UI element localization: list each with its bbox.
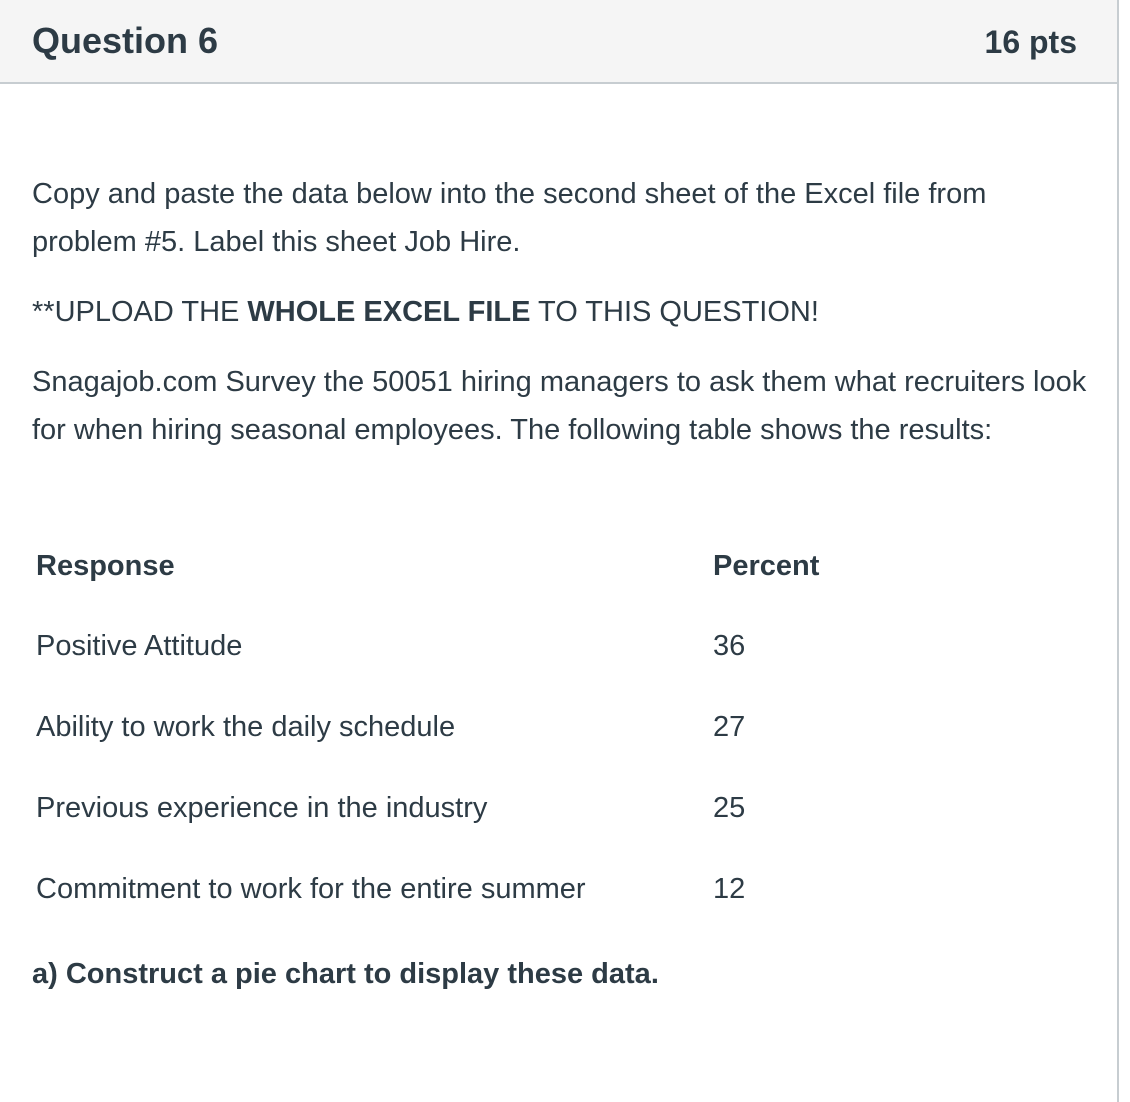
table-row — [36, 873, 936, 954]
question-title: Question 6 — [32, 20, 219, 61]
response-cell: Previous experience in the industry — [36, 792, 488, 824]
table-header-row — [36, 550, 936, 630]
survey-description: Snagajob.com Survey the 50051 hiring managers to ask them what recruiters look for when hiring seasonal employees. The following table shows the results: — [32, 366, 1087, 446]
percent-cell: 12 — [713, 873, 746, 905]
upload-notice-suffix: TO THIS QUESTION! — [530, 296, 819, 328]
survey-table — [36, 550, 936, 954]
response-cell: Commitment to work for the entire summer — [36, 873, 586, 905]
table-row — [36, 792, 936, 873]
question-body — [32, 170, 1092, 990]
table-row — [36, 711, 936, 792]
upload-notice-emphasis: WHOLE EXCEL FILE — [247, 296, 531, 328]
percent-cell: 25 — [713, 792, 746, 824]
column-header-percent: Percent — [713, 550, 820, 582]
response-cell: Ability to work the daily schedule — [36, 711, 456, 743]
percent-cell: 27 — [713, 711, 746, 743]
question-header — [0, 0, 1117, 84]
column-header-response: Response — [36, 550, 175, 582]
question-points: 16 pts — [984, 24, 1077, 60]
task-instruction: a) Construct a pie chart to display these data. — [32, 958, 659, 990]
percent-cell: 36 — [713, 630, 746, 662]
upload-notice-prefix: **UPLOAD THE — [32, 296, 248, 328]
instructions-paragraph: Copy and paste the data below into the second sheet of the Excel file from problem #5. Label this sheet Job Hire. — [32, 178, 987, 258]
response-cell: Positive Attitude — [36, 630, 243, 662]
table-row — [36, 630, 936, 711]
upload-notice — [32, 288, 1092, 336]
